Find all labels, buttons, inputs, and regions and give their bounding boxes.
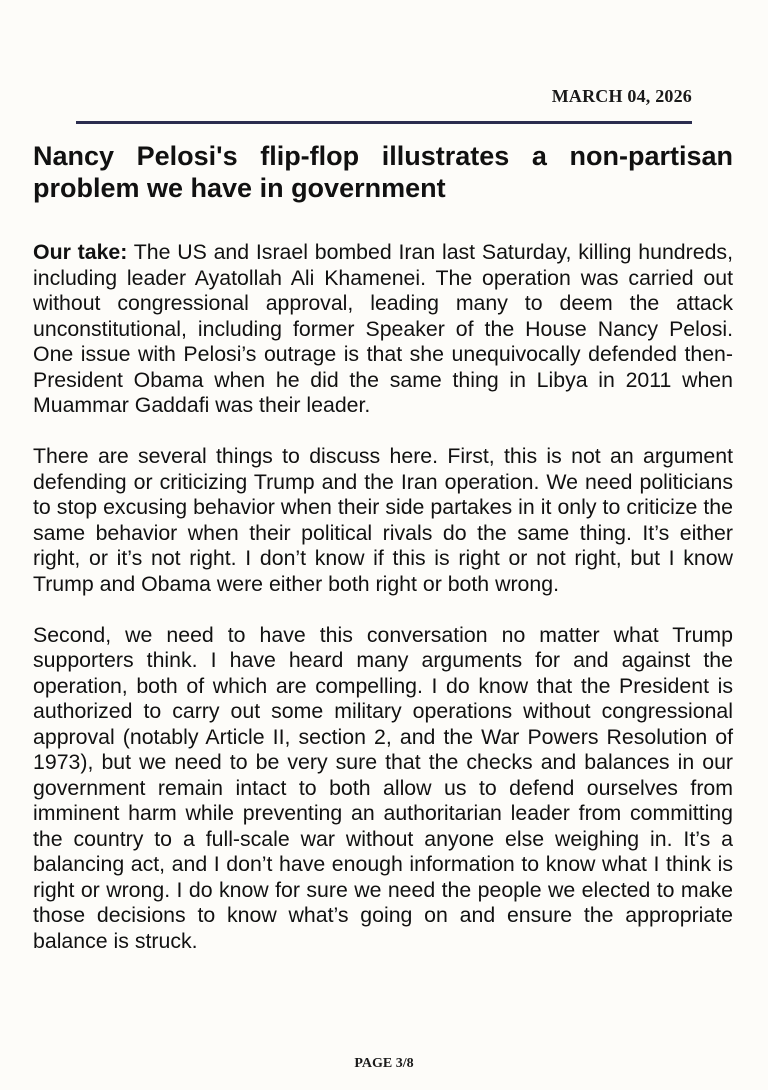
header-divider <box>76 121 692 124</box>
article-body <box>33 240 733 980</box>
paragraph-1 <box>33 240 733 419</box>
lead-label: Our take: <box>33 240 128 264</box>
page-number: PAGE 3/8 <box>354 1056 414 1071</box>
paragraph-3: Second, we need to have this conversation no matter what Trump supporters think. I have heard many arguments for and against the operation, both of which are compelling. I do know that the President is authorized to carry out some military operations without congressional approval (notably Article II, section 2, and the War Powers Resolution of 1973), but we need to be very sure that the checks and balances in our government remain intact to both allow us to defend ourselves from imminent harm while preventing an authoritarian leader from committing the country to a full-scale war without anyone else weighing in. It’s a balancing act, and I don’t have enough information to know what I think is right or wrong. I do know for sure we need the people we elected to make those decisions to know what’s going on and ensure the appropriate balance is struck. <box>33 622 733 953</box>
article-title: Nancy Pelosi's flip-flop illustrates a non-partisan problem we have in government <box>33 141 733 203</box>
date-label: MARCH 04, 2026 <box>551 86 692 106</box>
paragraph-2: There are several things to discuss here. First, this is not an argument defending or criticizing Trump and the Iran operation. We need politicians to stop excusing behavior when their side partakes in it only to criticize the same behavior when their political rivals do the same thing. It’s either right, or it’s not right. I don’t know if this is right or not right, but I know Trump and Obama were either both right or both wrong. <box>33 444 733 596</box>
paragraph-1-text: The US and Israel bombed Iran last Saturday, killing hundreds, including leader Ayatollah Ali Khamenei. The operation was carried out without congressional approval, leading many to deem the attack unconstitutional, including former Speaker of the House Nancy Pelosi. One issue with Pelosi’s outrage is that she unequivocally defended then-President Obama when he did the same thing in Libya in 2011 when Muammar Gaddafi was their leader. <box>33 240 733 417</box>
